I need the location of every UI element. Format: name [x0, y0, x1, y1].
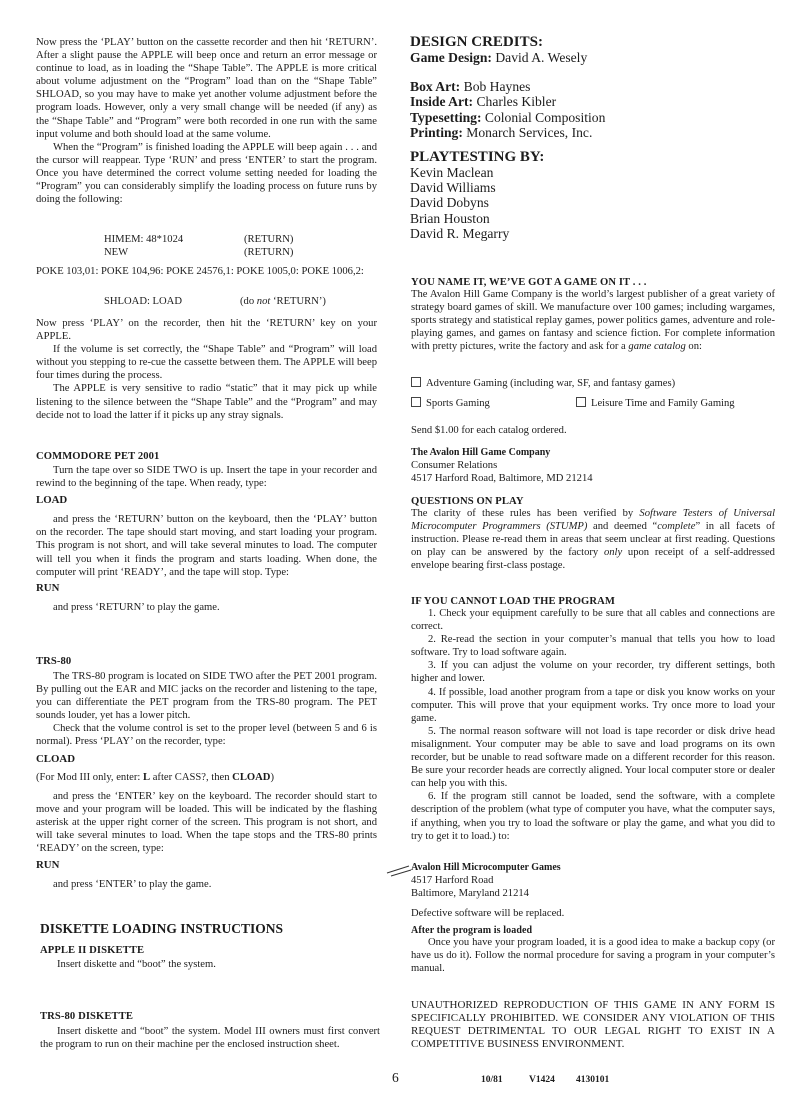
catalog-send-note: Send $1.00 for each catalog ordered.: [411, 425, 567, 436]
return-key-2: [244, 246, 293, 259]
inside-art-label: Inside Art:: [410, 94, 474, 110]
shload-line: [104, 295, 182, 308]
mod-c: after CASS?, then: [150, 771, 233, 783]
catalog-text-b: on:: [685, 341, 702, 353]
trs80-cload-command: CLOAD: [36, 752, 75, 765]
design-credits-heading: DESIGN CREDITS:: [410, 34, 543, 50]
copyright-text: UNAUTHORIZED REPRODUCTION OF THIS GAME IN ANY FORM IS SPECIFICALLY PROHIBITED. WE CONSIDER ANY VIOLATION OF THIS REQUEST DETRIMENTAL TO OUR LEGAL RIGHT TO EXIST IN A COMPETITIVE BUSINESS ENVIRONMENT.: [411, 999, 775, 1051]
catalog-option-sports[interactable]: [411, 397, 490, 410]
box-art-line: [410, 79, 750, 94]
do-not-a: (do: [240, 296, 257, 307]
after-loaded-heading: After the program is loaded: [411, 925, 533, 936]
playtester-name: Kevin Maclean: [410, 165, 494, 180]
printing-label: Printing:: [410, 124, 463, 140]
poke-block: [36, 265, 377, 278]
cannot-load-item: 6. If the program still cannot be loaded, send the software, with a complete description of the problem (what type of computer you have, what the computer says, if anything, when you try to load the software or play the game, and what you did to try to get it to load.) to:: [411, 791, 775, 842]
mod-b: L: [143, 771, 151, 783]
trs80-diskette-section: [40, 1011, 380, 1051]
typesetting-label: Typesetting:: [410, 109, 482, 125]
catalog-order: [411, 424, 775, 485]
apple-continued: [36, 317, 377, 422]
trs80-diskette-text: Insert diskette and “boot” the system. Model III owners must first convert the program to run on their machine per the enclosed instruction sheet.: [40, 1026, 380, 1051]
shload-command: SHLOAD: LOAD: [104, 296, 182, 307]
trs80-mod3-note: [36, 771, 377, 784]
q-text-em3: only: [603, 547, 623, 559]
playtesting: [410, 149, 750, 241]
box-art-value: Bob Haynes: [463, 79, 531, 95]
apple-p3: Now press ‘PLAY’ on the recorder, then hit the ‘RETURN’ key on your APPLE.: [36, 318, 377, 343]
mod-e: ): [270, 771, 274, 783]
cannot-load-item: 2. Re-read the section in your computer’s manual that tells you how to load software. Try to load software again.: [411, 634, 775, 659]
checkbox-icon[interactable]: [576, 397, 586, 407]
option-label: Leisure Time and Family Gaming: [591, 398, 735, 409]
checkbox-icon[interactable]: [411, 377, 421, 387]
return-label-2: (RETURN): [244, 247, 294, 258]
pet-heading: COMMODORE PET 2001: [36, 451, 160, 462]
game-design-label: Game Design:: [410, 50, 492, 65]
trs80-p1: The TRS-80 program is located on SIDE TWO after the PET 2001 program. By pulling out the EAR and MIC jacks on the recorder and listening to the tape, you can differentiate the PET program from the TRS-80 program. The PET sounds louder, yet has a lower pitch.: [36, 671, 377, 722]
playtester-name: David R. Megarry: [410, 225, 510, 241]
game-design-line: [410, 50, 750, 65]
apple-p2: When the “Program” is finished loading the APPLE will beep again . . . and the cursor will reappear. Type ‘RUN’ and press ‘ENTER’ to start the program. Once you have determined the correct volume setting needed for loading the “Program” you can considerably simplify the loading process on future runs by doing the following:: [36, 141, 377, 206]
playtester-name: Brian Houston: [410, 210, 490, 226]
new-line: [104, 246, 128, 259]
footer-date: 10/81: [481, 1075, 503, 1085]
q-text-em: Software Testers of Universal Microcomputer Programmers (STUMP): [411, 508, 776, 533]
do-not-c: ‘RETURN’): [270, 296, 326, 307]
page-number: 6: [392, 1070, 399, 1085]
pet-section: [36, 451, 377, 614]
diskette-section: [40, 921, 381, 971]
diskette-heading: DISKETTE LOADING INSTRUCTIONS: [40, 921, 284, 936]
game-design-value: David A. Wesely: [495, 50, 588, 65]
trs80-diskette-heading: TRS-80 DISKETTE: [40, 1011, 134, 1022]
trs80-p3: and press the ‘ENTER’ key on the keyboard. The recorder should start to move and your program will be loaded. This will be indicated by the flashing asterisk at the upper right corner of the screen. This program is not short, and will take several minutes to load. When the tape stops and the TRS-80 prints ‘READY’ on the screen, type:: [36, 790, 377, 855]
after-loaded-text: Once you have your program loaded, it is a good idea to make a backup copy (or have us do it). Follow the normal procedure for saving a program in your computer’s manual.: [411, 937, 775, 975]
option-label: Sports Gaming: [426, 398, 490, 409]
playtester-name: David Dobyns: [410, 195, 489, 211]
return-address: [411, 861, 775, 920]
questions-heading: QUESTIONS ON PLAY: [411, 496, 524, 507]
pet-p3: and press ‘RETURN’ to play the game.: [53, 601, 220, 613]
trs80-section: [36, 656, 377, 891]
apple-p1: Now press the ‘PLAY’ button on the cassette recorder and then hit ‘RETURN’. After a slight pause the APPLE will beep once and return an error message or continue to load, as in loading the “Shape Table”. The APPLE is more critical about volume adjustment on the “Program” load than on the “Shape Table” SHLOAD, so you may have to make yet another volume adjustment before the program loads. However, only a very small change will be needed (if any) as the “Shape Table” and “Program” were both recorded in one run with the same input volume and both should load at the same volume.: [36, 37, 377, 140]
pet-p2: and press the ‘RETURN’ button on the keyboard, then the ‘PLAY’ button on the recorder. The tape should start moving, and start loading your program. This program is not short, and will take several minutes to load. The computer will tell you when it finds the program and starts loading. When done, the computer will print ‘READY’, and the tape will stop. Type:: [36, 514, 377, 578]
return-label-1: (RETURN): [244, 234, 294, 245]
questions-text: [411, 507, 775, 572]
defective-note: Defective software will be replaced.: [411, 908, 565, 920]
cannot-load-item: 5. The normal reason software will not load is tape recorder or disk drive head misalignment. Your computer may be able to save and load programs on its own recorder, but be unable to read software made on a different recorder for this reason. Be sure your recorder heads are correctly aligned. Your local computer store or dealer can help you with this.: [411, 725, 775, 790]
checkbox-icon[interactable]: [411, 397, 421, 407]
typesetting-value: Colonial Composition: [484, 109, 606, 125]
footer-code-2: 4130101: [576, 1075, 610, 1085]
catalog-option-adventure[interactable]: [411, 377, 675, 390]
pet-p1: Turn the tape over so SIDE TWO is up. Insert the tape in your recorder and rewind to the beginning of the tape. When ready, type:: [36, 465, 377, 490]
questions-section: [411, 496, 775, 572]
cannot-load-section: [411, 596, 775, 843]
option-label: Adventure Gaming (including war, SF, and fantasy games): [426, 378, 676, 389]
return-company: Avalon Hill Microcomputer Games: [411, 862, 561, 873]
playtesting-heading: PLAYTESTING BY:: [410, 149, 545, 165]
inside-art-line: [410, 94, 750, 109]
do-not-b: not: [256, 296, 271, 307]
trs80-run-command: RUN: [36, 859, 60, 872]
cannot-load-item: 1. Check your equipment carefully to be sure that all cables and connections are correct.: [411, 608, 775, 633]
company-name: The Avalon Hill Game Company: [411, 447, 551, 459]
trs80-p2: Check that the volume control is set to the proper level (between 5 and 6 is normal). Press ‘PLAY’ on the recorder, type:: [36, 723, 377, 748]
mod-d: CLOAD: [232, 771, 271, 783]
after-loaded-section: [411, 925, 775, 975]
return-key-1: [244, 233, 293, 246]
catalog-text-a: The Avalon Hill Game Company is the world’s largest publisher of a great variety of strategy board games of skill. We manufacture over 100 games; including wargames, sports strategy and statistical replay games, power politics games, adventure and role-playing games, and games on fantasy and science fiction. For complete information with pretty pictures, write the factory and ask for a: [411, 289, 775, 353]
himem-command: HIMEM: 48*1024: [104, 234, 184, 245]
footer-code-1: V1424: [529, 1075, 555, 1085]
catalog-text-em: game catalog: [628, 341, 686, 353]
cannot-load-item: 4. If possible, load another program from a tape or disk you know works on your computer. This will prove that your equipment works. Try once more to load your game.: [411, 686, 775, 724]
return-city: Baltimore, Maryland 21214: [411, 888, 529, 900]
copyright-notice: [411, 999, 775, 1051]
apple-p5: The APPLE is very sensitive to radio “static” that it may pick up while listening to the silence between the “Shape Table” and the “Program” and may decide not to load the latter if it picks up any stray signals.: [36, 383, 377, 421]
inside-art-value: Charles Kibler: [476, 94, 557, 110]
mod-a: (For Mod III only, enter:: [36, 771, 143, 783]
cannot-load-heading: IF YOU CANNOT LOAD THE PROGRAM: [411, 596, 615, 607]
apple-cassette-section: [36, 36, 377, 206]
pet-load-command: LOAD: [36, 494, 68, 507]
apple-diskette-text: Insert diskette and “boot” the system.: [57, 959, 216, 970]
return-street: 4517 Harford Road: [411, 875, 494, 887]
playtester-name: David Williams: [410, 180, 496, 196]
do-not-return: [240, 295, 326, 308]
apple-p4: If the volume is set correctly, the “Shape Table” and “Program” will load without you stepping to re-cue the cassette between them. The APPLE will beep four times during the process.: [36, 344, 377, 382]
trs80-heading: TRS-80: [36, 656, 72, 667]
company-address: 4517 Harford Road, Baltimore, MD 21214: [411, 473, 593, 485]
box-art-label: Box Art:: [410, 79, 461, 95]
cannot-load-item: 3. If you can adjust the volume on your recorder, try different settings, both higher and lower.: [411, 660, 775, 685]
catalog-text: [411, 288, 775, 353]
catalog-section: [411, 277, 775, 353]
catalog-option-leisure[interactable]: [576, 397, 735, 410]
pet-run-command: RUN: [36, 581, 60, 594]
q-text-a: The clarity of these rules has been verified by: [411, 508, 640, 519]
printing-line: [410, 125, 750, 140]
catalog-heading: YOU NAME IT, WE’VE GOT A GAME ON IT . . .: [411, 277, 647, 288]
poke-command: POKE 103,01: POKE 104,96: POKE 24576,1: POKE 1005,0: POKE 1006,2:: [36, 266, 364, 277]
printing-value: Monarch Services, Inc.: [466, 124, 593, 140]
design-credits: [410, 34, 750, 140]
q-text-b: and deemed “: [587, 521, 658, 533]
q-text-c: ” in all facets of instruction. Please re-read them in areas that seem unclear at first reading. Questions on play can be answered by the factory: [411, 521, 775, 559]
q-text-d: upon receipt of a self-addressed envelope bearing first-class postage.: [411, 547, 775, 572]
company-dept: Consumer Relations: [411, 460, 498, 472]
apple-diskette-heading: APPLE II DISKETTE: [40, 945, 145, 956]
trs80-p4: and press ‘ENTER’ to play the game.: [53, 879, 212, 891]
new-command: NEW: [104, 247, 129, 258]
q-text-em2: complete: [657, 521, 696, 533]
himem-line: [104, 233, 183, 246]
typesetting-line: [410, 110, 750, 125]
